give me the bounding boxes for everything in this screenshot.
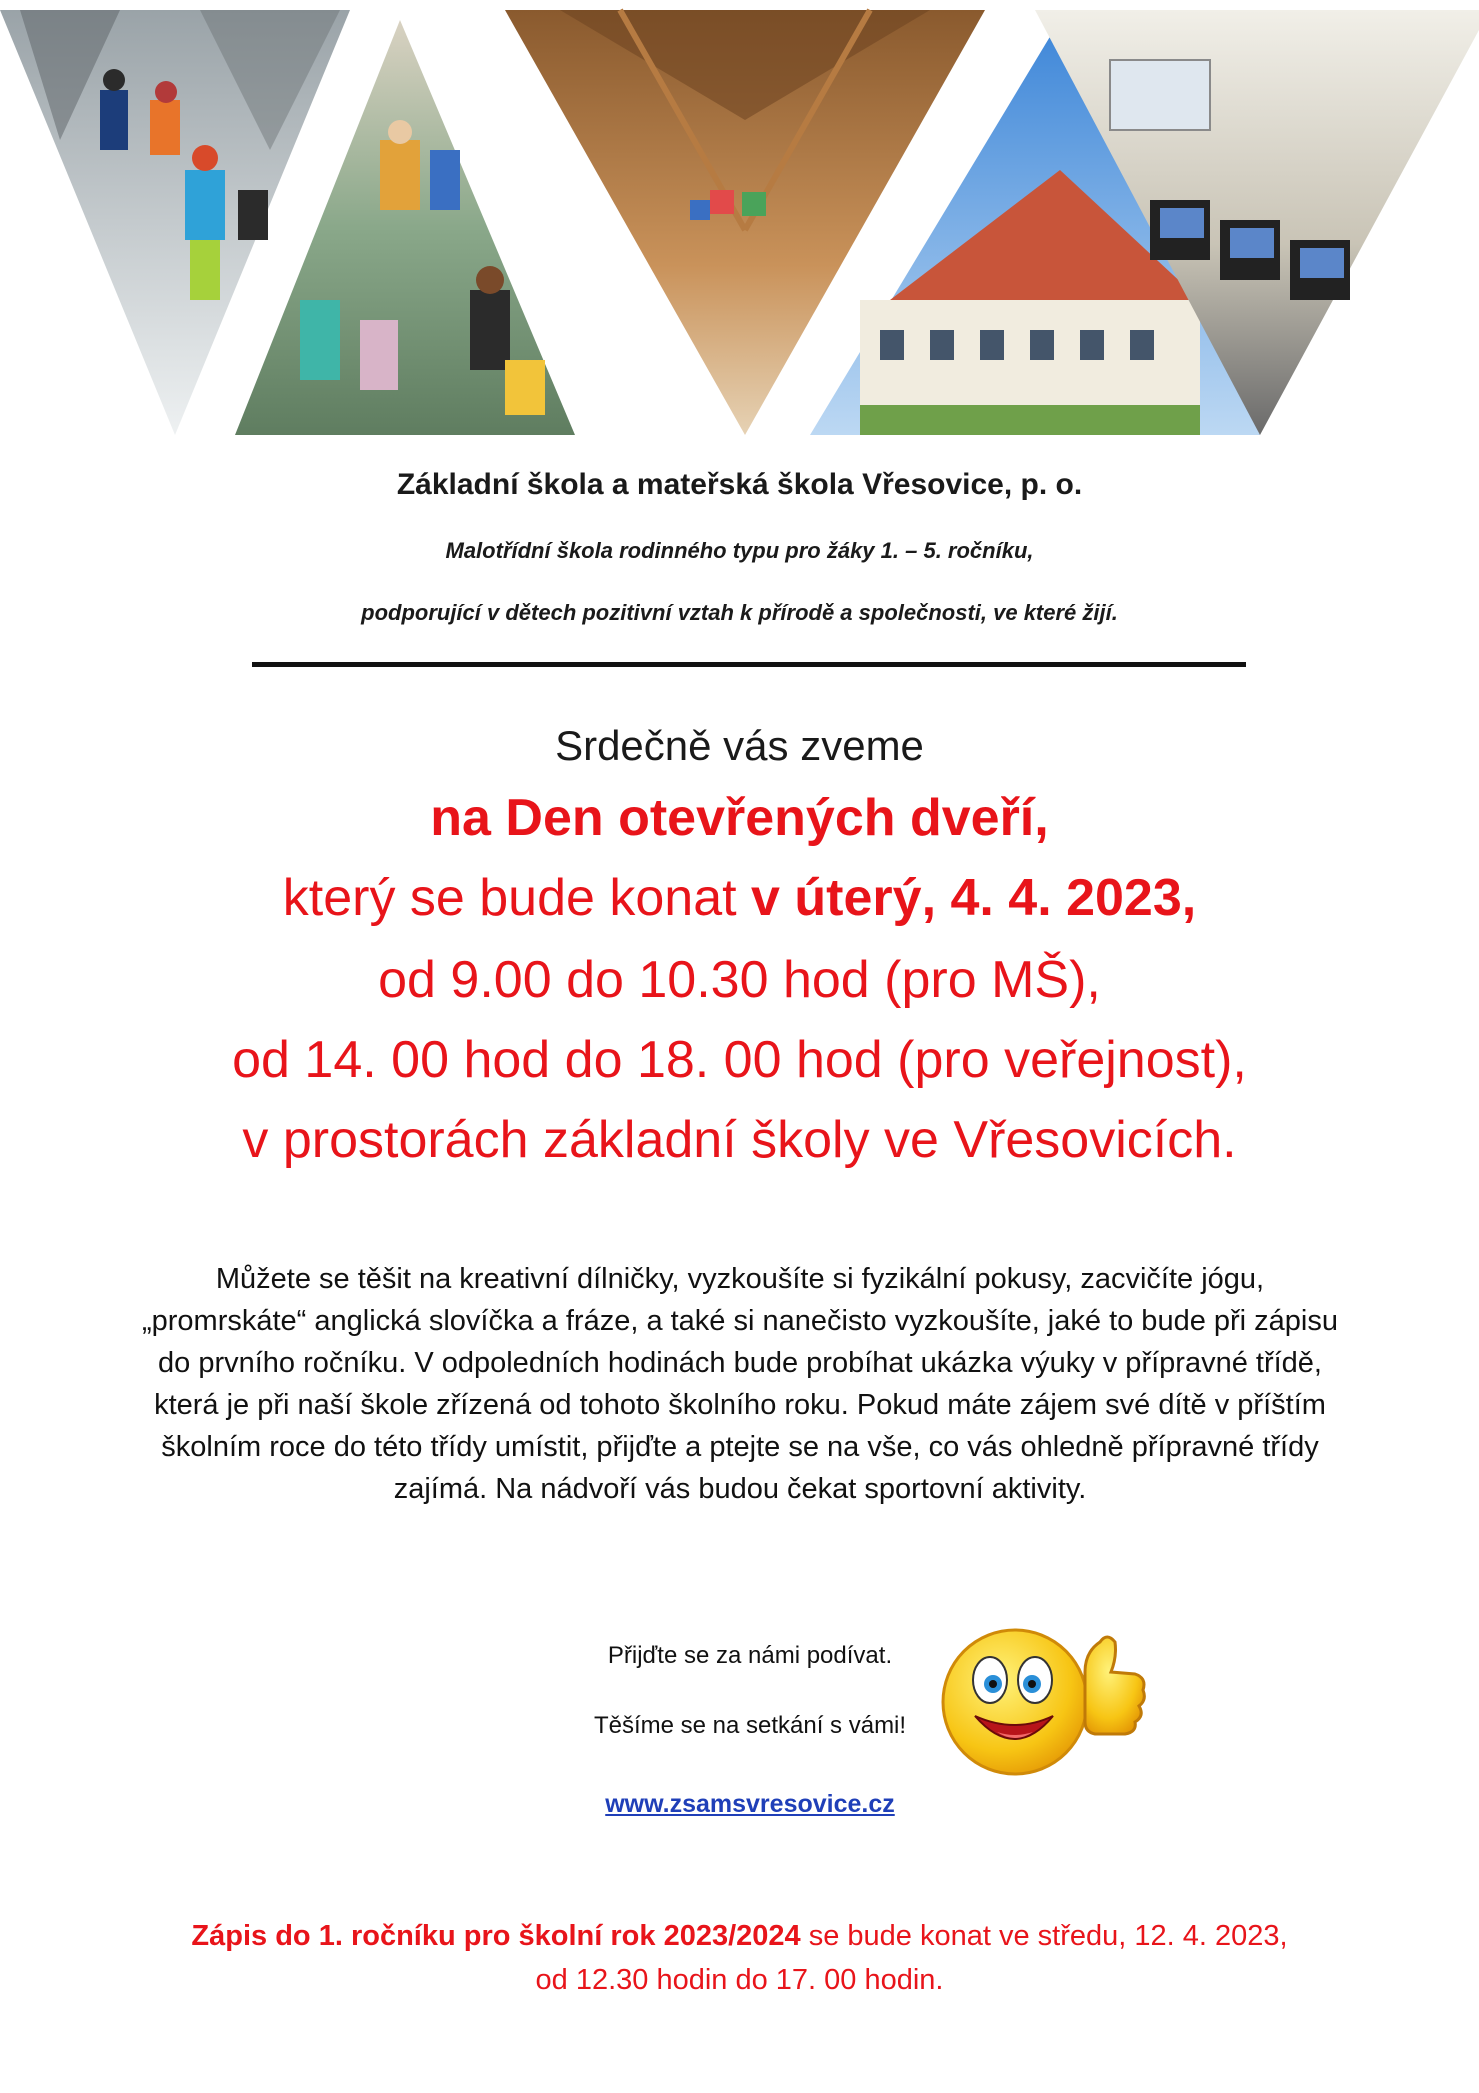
invitation-intro: Srdečně vás zveme (555, 722, 924, 769)
event-place: v prostorách základní školy ve Vřesovicích. (242, 1111, 1237, 1169)
header-divider (252, 662, 1246, 667)
event-description (90, 1258, 1390, 1510)
description-line: která je při naší škole zřízená od tohoto školního roku. Pokud máte zájem své dítě v příštím (154, 1389, 1326, 1421)
description-line: zajímá. Na nádvoří vás budou čekat sportovní aktivity. (393, 1473, 1087, 1505)
enrollment-line1 (0, 1914, 1479, 1958)
event-date-prefix: který se bude konat (282, 869, 752, 927)
closing-come-visit: Přijďte se za námi podívat. (607, 1642, 893, 1669)
closing-look-forward: Těšíme se na setkání s vámi! (593, 1712, 907, 1739)
school-website-link[interactable]: www.zsamsvresovice.cz (605, 1790, 895, 1818)
enrollment-notice (0, 1914, 1479, 2002)
school-motto-line2: podporující v dětech pozitivní vztah k přírodě a společnosti, ve které žijí. (361, 600, 1118, 625)
thumbs-up-smiley-icon (935, 1612, 1155, 1782)
event-headline: na Den otevřených dveří, (430, 789, 1049, 847)
description-line: školním roce do této třídy umístit, přijďte a ptejte se na vše, co vás ohledně přípravné třídy (161, 1431, 1319, 1463)
event-time-ms: od 9.00 do 10.30 hod (pro MŠ), (378, 951, 1101, 1009)
enrollment-title: Zápis do 1. ročníku pro školní rok 2023/2024 (191, 1920, 801, 1952)
description-line: Můžete se těšit na kreativní dílničky, vyzkoušíte si fyzikální pokusy, zacvičíte jógu, (215, 1263, 1265, 1295)
description-line: do prvního ročníku. V odpoledních hodinách bude probíhat ukázka výuky v přípravné třídě, (158, 1347, 1322, 1379)
photo-collage-banner (0, 0, 1479, 440)
event-date: v úterý, 4. 4. 2023, (751, 869, 1197, 927)
description-line: „promrskáte“ anglická slovíčka a fráze, a také si nanečisto vyzkoušíte, jaké to bude při zápisu (141, 1305, 1338, 1337)
event-time-public: od 14. 00 hod do 18. 00 hod (pro veřejnost), (232, 1031, 1247, 1089)
school-motto-line1: Malotřídní škola rodinného typu pro žáky 1. – 5. ročníku, (445, 538, 1034, 563)
enrollment-time: od 12.30 hodin do 17. 00 hodin. (535, 1964, 944, 1996)
enrollment-date: se bude konat ve středu, 12. 4. 2023, (800, 1920, 1288, 1952)
school-name: Základní škola a mateřská škola Vřesovice, p. o. (396, 468, 1083, 501)
event-date-line (0, 868, 1479, 928)
